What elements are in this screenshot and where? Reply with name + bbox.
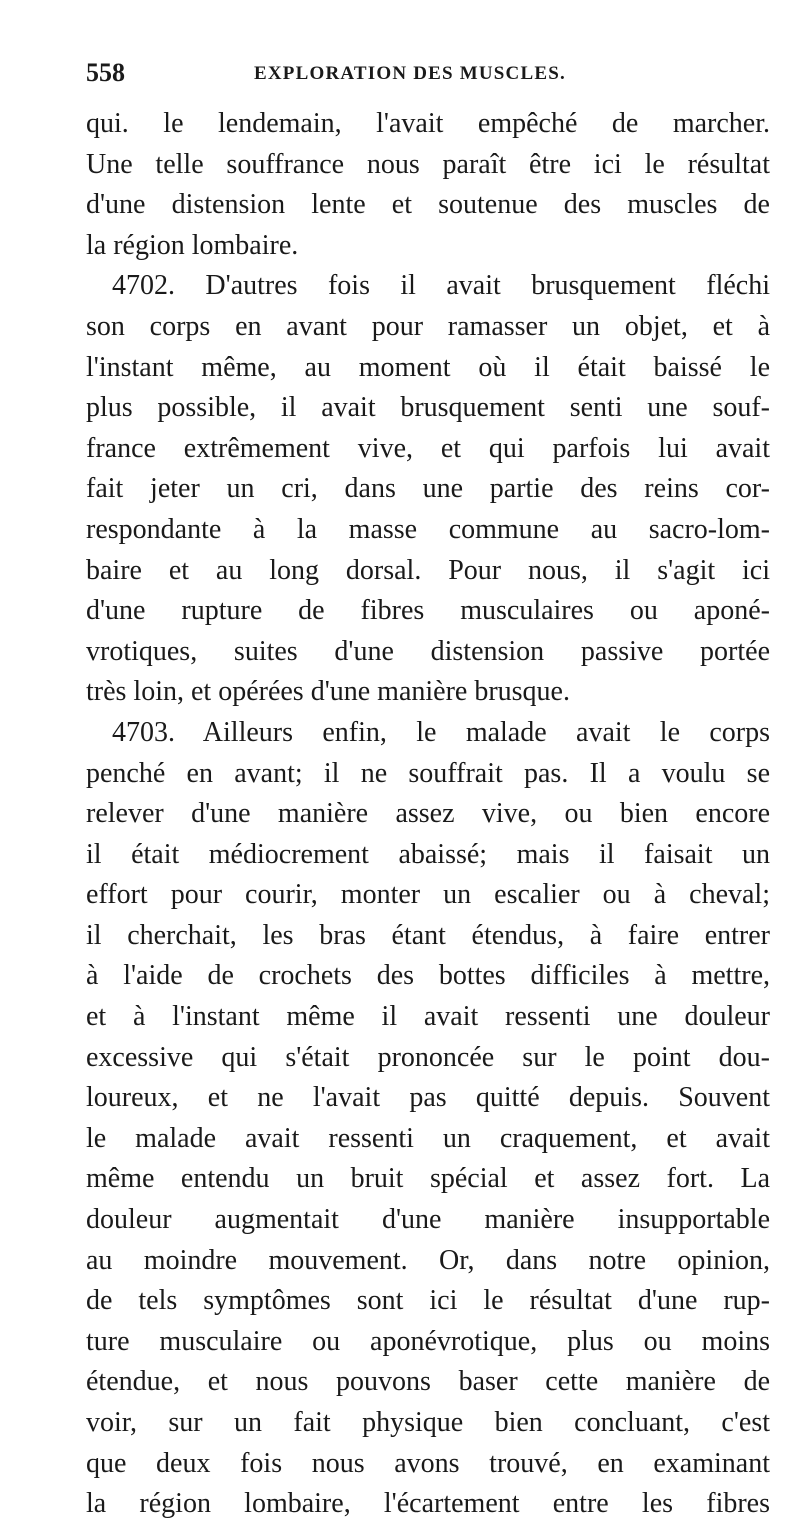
body-text xyxy=(86,104,770,1525)
text-line: penché en avant; il ne souffrait pas. Il a voulu se xyxy=(86,757,770,789)
text-line: la région lombaire, l'écartement entre les fibres xyxy=(86,1488,770,1520)
paragraph-4703-start: 4703. Ailleurs enfin, le malade avait le corps xyxy=(112,716,770,748)
text-line: d'une distension lente et soutenue des muscles de xyxy=(86,189,770,221)
text-line: plus possible, il avait brusquement senti une souf- xyxy=(86,392,770,424)
running-title: EXPLORATION DES MUSCLES. xyxy=(254,63,566,84)
text-line: au moindre mouvement. Or, dans notre opinion, xyxy=(86,1244,770,1276)
text-line: il cherchait, les bras étant étendus, à faire entrer xyxy=(86,919,770,951)
text-line: vrotiques, suites d'une distension passive portée xyxy=(86,635,770,667)
text-line: et à l'instant même il avait ressenti une douleur xyxy=(86,1001,770,1033)
text-line: le malade avait ressenti un craquement, et avait xyxy=(86,1122,770,1154)
text-line: relever d'une manière assez vive, ou bien encore xyxy=(86,798,770,830)
text-line: douleur augmentait d'une manière insupportable xyxy=(86,1204,770,1236)
text-line: l'instant même, au moment où il était baissé le xyxy=(86,351,770,383)
text-line: étendue, et nous pouvons baser cette manière de xyxy=(86,1366,770,1398)
text-line: effort pour courir, monter un escalier ou à cheval; xyxy=(86,879,770,911)
text-line: voir, sur un fait physique bien concluant, c'est xyxy=(86,1407,770,1438)
paragraph-4702-start: 4702. D'autres fois il avait brusquement fléchi xyxy=(112,270,770,302)
text-line: france extrêmement vive, et qui parfois lui avait xyxy=(86,432,770,464)
text-line: la région lombaire. xyxy=(86,229,299,261)
text-line: ture musculaire ou aponévrotique, plus ou moins xyxy=(86,1325,770,1357)
text-line: même entendu un bruit spécial et assez fort. La xyxy=(86,1163,770,1195)
text-line: qui. le lendemain, l'avait empêché de marcher. xyxy=(86,108,770,139)
text-line: que deux fois nous avons trouvé, en examinant xyxy=(86,1447,770,1479)
page-number: 558 xyxy=(86,58,125,87)
text-line: il était médiocrement abaissé; mais il faisait un xyxy=(86,838,770,870)
text-line: à l'aide de crochets des bottes difficiles à mettre, xyxy=(86,960,770,992)
text-line: loureux, et ne l'avait pas quitté depuis. Souvent xyxy=(86,1082,770,1114)
text-line: fait jeter un cri, dans une partie des reins cor- xyxy=(86,473,770,505)
text-line: excessive qui s'était prononcée sur le point dou- xyxy=(86,1041,770,1073)
text-line: Une telle souffrance nous paraît être ici le résultat xyxy=(86,148,770,180)
text-line: d'une rupture de fibres musculaires ou aponé- xyxy=(86,595,770,627)
text-line: très loin, et opérées d'une manière brusque. xyxy=(86,676,570,708)
text-line: son corps en avant pour ramasser un objet, et à xyxy=(86,310,770,342)
text-line: respondante à la masse commune au sacro-lom- xyxy=(86,513,770,545)
text-line: de tels symptômes sont ici le résultat d'une rup- xyxy=(86,1285,770,1317)
text-line: baire et au long dorsal. Pour nous, il s'agit ici xyxy=(86,554,770,586)
page-header xyxy=(86,58,766,88)
